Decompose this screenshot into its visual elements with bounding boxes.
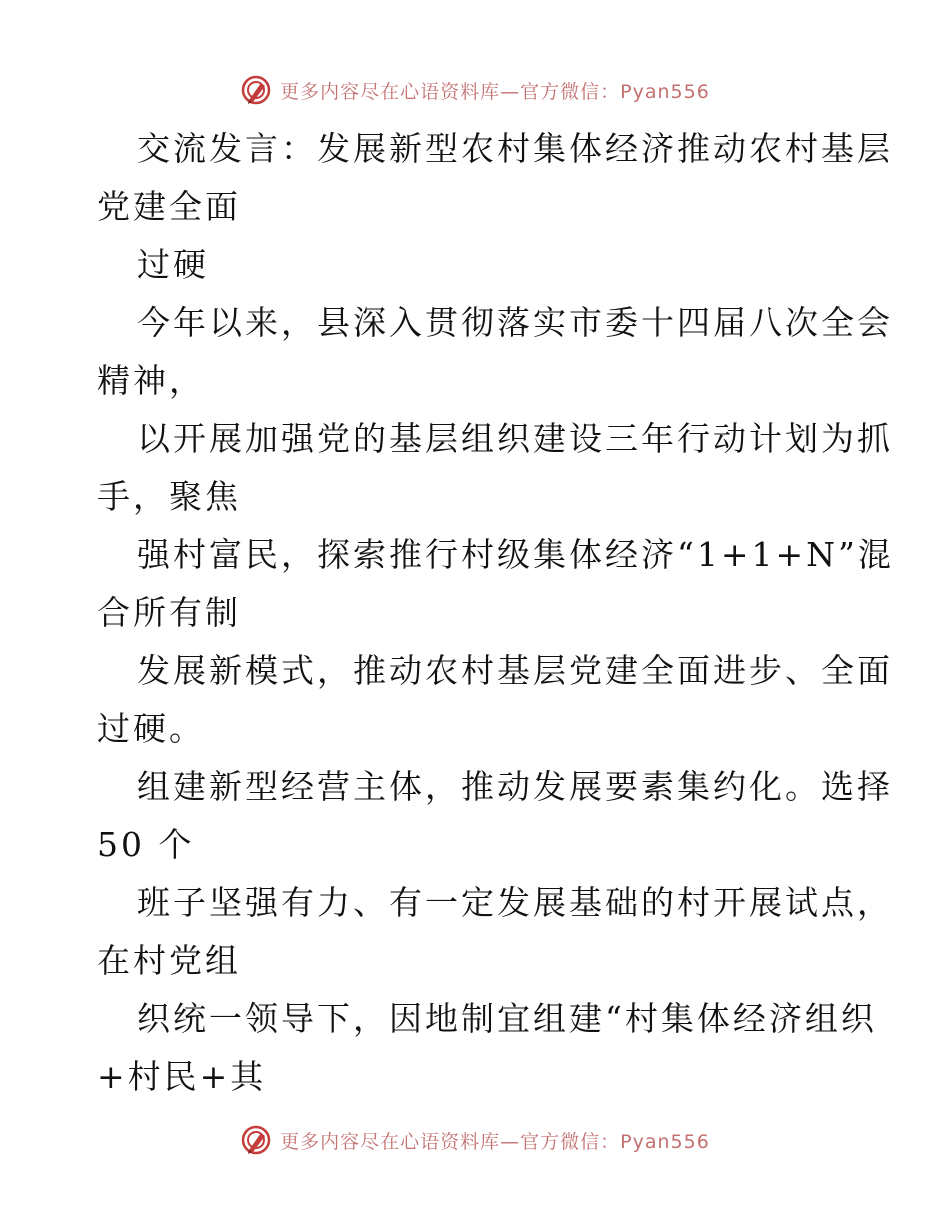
text-line: 50 个 <box>97 825 195 864</box>
text-line: 今年以来，县深入贯彻落实市委十四届八次全会 <box>137 303 893 342</box>
text-line: 组建新型经营主体，推动发展要素集约化。选择 <box>137 767 893 806</box>
text-line: 班子坚强有力、有一定发展基础的村开展试点， <box>137 883 893 922</box>
header-watermark <box>0 70 950 110</box>
text-line: 以开展加强党的基层组织建设三年行动计划为抓 <box>137 419 893 458</box>
text-line: 过硬。 <box>97 709 205 748</box>
footer-watermark <box>0 1120 950 1160</box>
text-line: 交流发言：发展新型农村集体经济推动农村基层 <box>137 129 893 168</box>
document-body <box>97 120 894 1106</box>
text-line: 在村党组 <box>97 941 241 980</box>
watermark-text: 更多内容尽在心语资料库—官方微信：Pyan556 <box>280 1130 710 1153</box>
text-line: 精神， <box>97 361 205 400</box>
text-line: 合所有制 <box>97 593 241 632</box>
text-line: 织统一领导下，因地制宜组建“村集体经济组织 <box>137 999 877 1038</box>
pen-logo-icon <box>240 1124 272 1156</box>
text-line: 强村富民，探索推行村级集体经济“1+1+N”混 <box>137 535 894 574</box>
text-line: 党建全面 <box>97 187 241 226</box>
text-line: 过硬 <box>137 245 209 284</box>
text-line: +村民+其 <box>97 1057 267 1096</box>
text-line: 手，聚焦 <box>97 477 241 516</box>
text-line: 发展新模式，推动农村基层党建全面进步、全面 <box>137 651 893 690</box>
watermark-text: 更多内容尽在心语资料库—官方微信：Pyan556 <box>280 80 710 103</box>
pen-logo-icon <box>240 74 272 106</box>
